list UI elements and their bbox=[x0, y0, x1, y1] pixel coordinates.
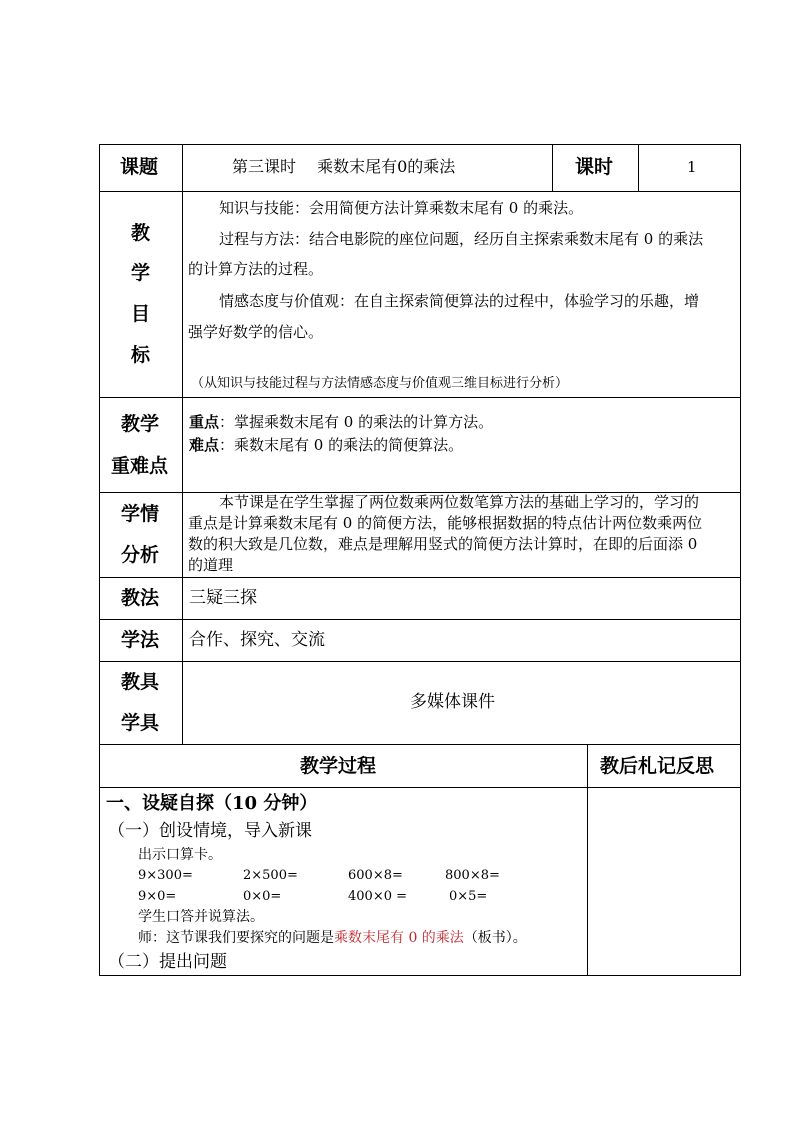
objectives-label-char: 目 bbox=[131, 303, 151, 325]
key-point-line bbox=[189, 415, 493, 430]
period-label: 课时 bbox=[575, 156, 614, 178]
student-answer-text: 学生口答并说算法。 bbox=[138, 909, 264, 925]
teacher-statement bbox=[138, 931, 527, 945]
oral-calc-item: 9×0= bbox=[138, 889, 177, 904]
reflection-header: 教后札记反思 bbox=[600, 755, 715, 777]
oral-calc-item: 0×5= bbox=[449, 889, 488, 904]
tools-value: 多媒体课件 bbox=[410, 692, 495, 712]
section-heading: 一、设疑自探（10 分钟） bbox=[106, 793, 318, 814]
method-label: 教法 bbox=[121, 587, 160, 609]
tools-label-line2: 学具 bbox=[121, 712, 160, 734]
show-card-text: 出示口算卡。 bbox=[138, 847, 222, 863]
objectives-note: （从知识与技能过程与方法情感态度与价值观三维目标进行分析） bbox=[191, 376, 569, 391]
oral-calc-item: 400×0 = bbox=[348, 889, 408, 904]
method-value: 三疑三探 bbox=[189, 588, 257, 608]
analysis-label-line1: 学情 bbox=[121, 503, 160, 525]
objective-process-line1: 过程与方法：结合电影院的座位问题，经历自主探索乘数末尾有 0 的乘法 bbox=[219, 230, 704, 248]
learning-label: 学法 bbox=[121, 629, 160, 651]
teacher-statement-highlight: 乘数末尾有 0 的乘法 bbox=[334, 930, 464, 946]
topic-label: 课题 bbox=[120, 156, 159, 178]
subsection-heading: （二）提出问题 bbox=[108, 952, 227, 972]
oral-calc-item: 0×0= bbox=[243, 889, 282, 904]
objective-emotion-line2: 强学好数学的信心。 bbox=[188, 323, 324, 341]
objectives-label-char: 标 bbox=[131, 344, 151, 366]
period-value: 1 bbox=[687, 158, 697, 176]
oral-calc-item: 600×8= bbox=[348, 868, 403, 883]
key-point-text: ：掌握乘数末尾有 0 的乘法的计算方法。 bbox=[219, 413, 494, 431]
teacher-statement-prefix: 师：这节课我们要探究的问题是 bbox=[138, 930, 334, 946]
objective-knowledge: 知识与技能：会用简便方法计算乘数末尾有 0 的乘法。 bbox=[219, 199, 584, 217]
analysis-line: 的道理 bbox=[188, 556, 234, 574]
objectives-label-char: 学 bbox=[131, 262, 151, 284]
difficult-point-line bbox=[189, 438, 463, 453]
key-points-label-line2: 重难点 bbox=[111, 455, 169, 477]
oral-calc-item: 2×500= bbox=[243, 868, 298, 883]
topic-title: 第三课时 乘数末尾有0的乘法 bbox=[232, 157, 456, 176]
analysis-line: 重点是计算乘数末尾有 0 的简便方法，能够根据数据的特点估计两位数乘两位 bbox=[188, 514, 703, 532]
learning-value: 合作、探究、交流 bbox=[189, 630, 325, 650]
subsection-heading: （一）创设情境，导入新课 bbox=[108, 821, 312, 841]
tools-label-line1: 教具 bbox=[121, 671, 160, 693]
teacher-statement-suffix: （板书）。 bbox=[463, 930, 527, 946]
analysis-line: 数的积大致是几位数，难点是理解用竖式的简便方法计算时，在即的后面添 0 bbox=[188, 535, 698, 553]
oral-calc-item: 800×8= bbox=[445, 868, 500, 883]
objective-emotion-line1: 情感态度与价值观：在自主探索简便算法的过程中，体验学习的乐趣，增 bbox=[219, 292, 700, 310]
analysis-label-line2: 分析 bbox=[121, 544, 160, 566]
analysis-line: 本节课是在学生掌握了两位数乘两位数笔算方法的基础上学习的，学习的 bbox=[219, 493, 700, 511]
key-points-label-line1: 教学 bbox=[121, 413, 160, 435]
key-point-label: 重点 bbox=[189, 413, 220, 431]
objective-process-line2: 的计算方法的过程。 bbox=[188, 260, 324, 278]
process-header: 教学过程 bbox=[300, 755, 377, 777]
difficult-point-text: ：乘数末尾有 0 的乘法的简便算法。 bbox=[219, 436, 464, 454]
objectives-label-char: 教 bbox=[131, 222, 151, 244]
difficult-point-label: 难点 bbox=[189, 436, 220, 454]
oral-calc-item: 9×300= bbox=[138, 868, 193, 883]
